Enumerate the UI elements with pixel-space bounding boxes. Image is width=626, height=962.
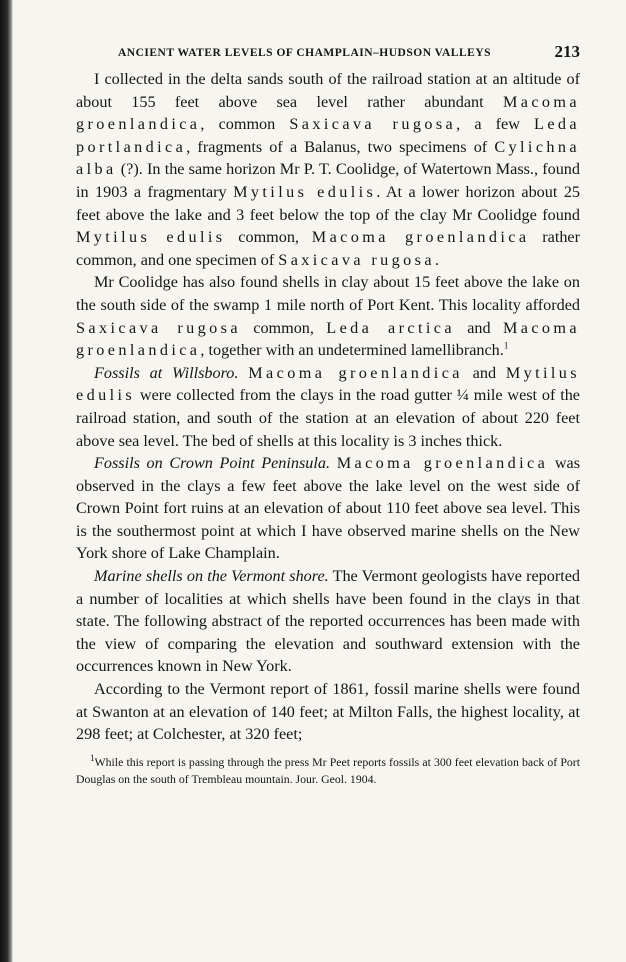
section-heading: Fossils on Crown Point Peninsula. — [94, 454, 331, 473]
species-name: Leda arctica — [326, 318, 455, 337]
species-name: Saxicava rugosa — [278, 250, 435, 269]
text-run: . — [434, 250, 439, 269]
text-run: , fragments of a Balanus, two specimens of — [186, 137, 495, 156]
text-run — [238, 364, 248, 382]
text-run: (?). In the same horizon Mr P. T. Coolidge, of Watertown Mass., found in 1903 a fragmentary — [76, 160, 580, 201]
section-heading: Fossils at Willsboro. — [94, 363, 239, 382]
species-name: Macoma groenlandica — [76, 92, 580, 134]
footnote-text: While this report is passing through the press Mr Peet reports fossils at 300 feet elevation back of Port Douglas on the south of Trembleau mountain. Jour. Geol. 1904. — [76, 754, 580, 786]
running-head-title: ANCIENT WATER LEVELS OF CHAMPLAIN–HUDSON VALLEYS — [118, 47, 492, 59]
text-run: and — [462, 363, 506, 382]
text-run: common, — [240, 318, 327, 337]
text-run: . At a lower horizon about 25 feet above the lake and 3 feet below the top of the clay Mr Coolidge found — [76, 182, 581, 224]
text-run: and — [454, 318, 503, 337]
page-number: 213 — [554, 42, 580, 61]
paragraph — [76, 362, 580, 452]
text-run — [330, 454, 337, 472]
running-head — [76, 38, 580, 68]
species-name: Macoma groenlandica — [311, 228, 530, 247]
species-name: Macoma groenlandica — [76, 318, 580, 360]
text-run: According to the Vermont report of 1861, fossil marine shells were found at Swanton at an elevation of 140 feet; at Milton Falls, the highest locality, at 298 feet; at Colchester, at 320 feet; — [76, 680, 580, 744]
species-name: Mytilus edulis — [76, 228, 226, 247]
species-name: Mytilus edulis — [76, 363, 581, 405]
text-run: were collected from the clays in the road gutter ¼ mile west of the railroad station, and south of the station at an elevation of about 220 feet above sea level. The bed of shells at this locality is 3 inches thick. — [76, 386, 580, 450]
paragraph — [76, 565, 580, 678]
paragraph — [76, 68, 580, 271]
species-name: Cylichna alba — [76, 137, 580, 179]
text-run: common, — [225, 228, 312, 247]
species-name: Macoma groenlandica — [336, 454, 549, 473]
body-text — [76, 68, 580, 746]
text-run: rather common, and one specimen of — [76, 228, 581, 269]
text-run: I collected in the delta sands south of the railroad station at an altitude of about 155 feet above sea level rather abundant — [76, 70, 580, 111]
text-run: , common — [200, 115, 290, 134]
paragraph — [76, 452, 580, 565]
book-binding-edge — [0, 0, 13, 962]
text-run: , a few — [456, 115, 535, 134]
footnote-reference: 1 — [503, 340, 509, 351]
text-run: Mr Coolidge has also found shells in clay about 15 feet above the lake on the south side of the swamp 1 mile north of Port Kent. This locality afforded — [76, 273, 580, 314]
paragraph — [76, 678, 580, 746]
document-page — [76, 38, 580, 788]
footnote — [76, 754, 580, 788]
species-name: Mytilus edulis — [233, 182, 377, 201]
text-run: The Vermont geologists have reported a number of localities at which shells have been found in the clays in that state. The following abstract of the reported occurrences has been made with the view of comparing the elevation and southward extension with the occurrences known in New York. — [76, 567, 581, 676]
species-name: Saxicava rugosa — [76, 318, 241, 337]
species-name: Macoma groenlandica — [248, 363, 463, 382]
text-run: was observed in the clays a few feet above the lake level on the west side of Crown Point fort ruins at an elevation of about 110 feet above sea level. This is the southermost point at which I have observed marine shells on the New York shore of Lake Champlain. — [76, 454, 581, 563]
section-heading: Marine shells on the Vermont shore. — [94, 567, 329, 586]
species-name: Saxicava rugosa — [289, 115, 457, 134]
species-name: Leda portlandica — [76, 115, 580, 156]
paragraph — [76, 271, 580, 361]
text-run: , together with an undetermined lamellibranch. — [200, 341, 504, 360]
footnote-separator — [76, 746, 580, 754]
footnote-marker: 1 — [90, 752, 95, 763]
